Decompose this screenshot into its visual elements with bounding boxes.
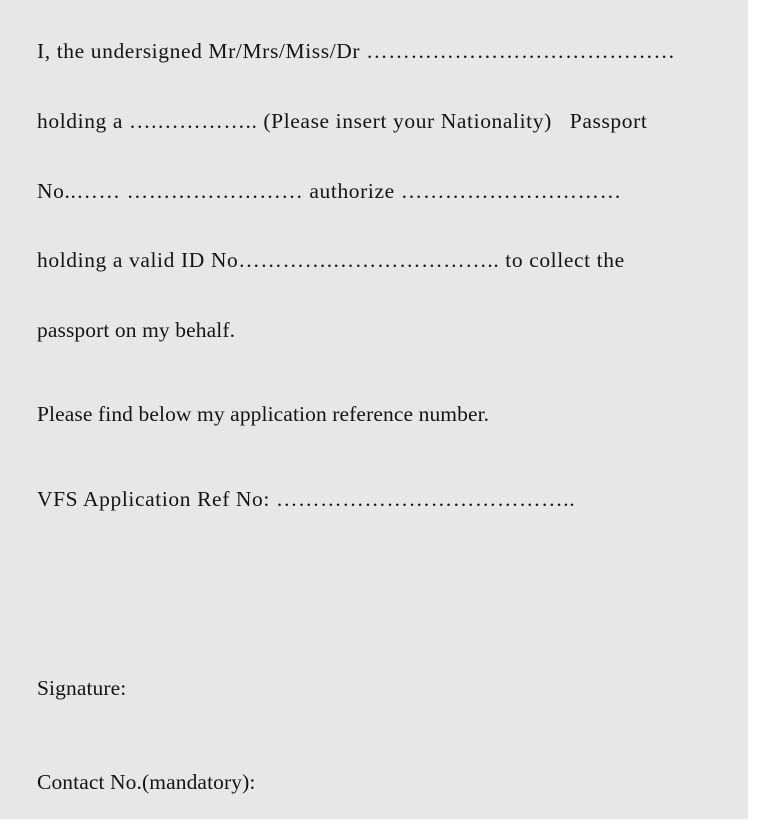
behalf-line: passport on my behalf. (37, 318, 236, 342)
vfs-ref-line: VFS Application Ref No: ………………………………….. (37, 487, 576, 511)
undersigned-line: I, the undersigned Mr/Mrs/Miss/Dr …………………………………… (37, 39, 676, 63)
signature-line: Signature: (37, 676, 127, 700)
reference-intro-line: Please find below my application reference number. (37, 402, 490, 426)
passport-no-authorize-line: No..…… …………………… authorize ………………………… (37, 179, 622, 203)
valid-id-line: holding a valid ID No………….………………….. to collect the (37, 248, 625, 272)
nationality-line: holding a ….………….. (Please insert your Nationality) Passport (37, 109, 648, 133)
contact-line: Contact No.(mandatory): (37, 770, 256, 794)
